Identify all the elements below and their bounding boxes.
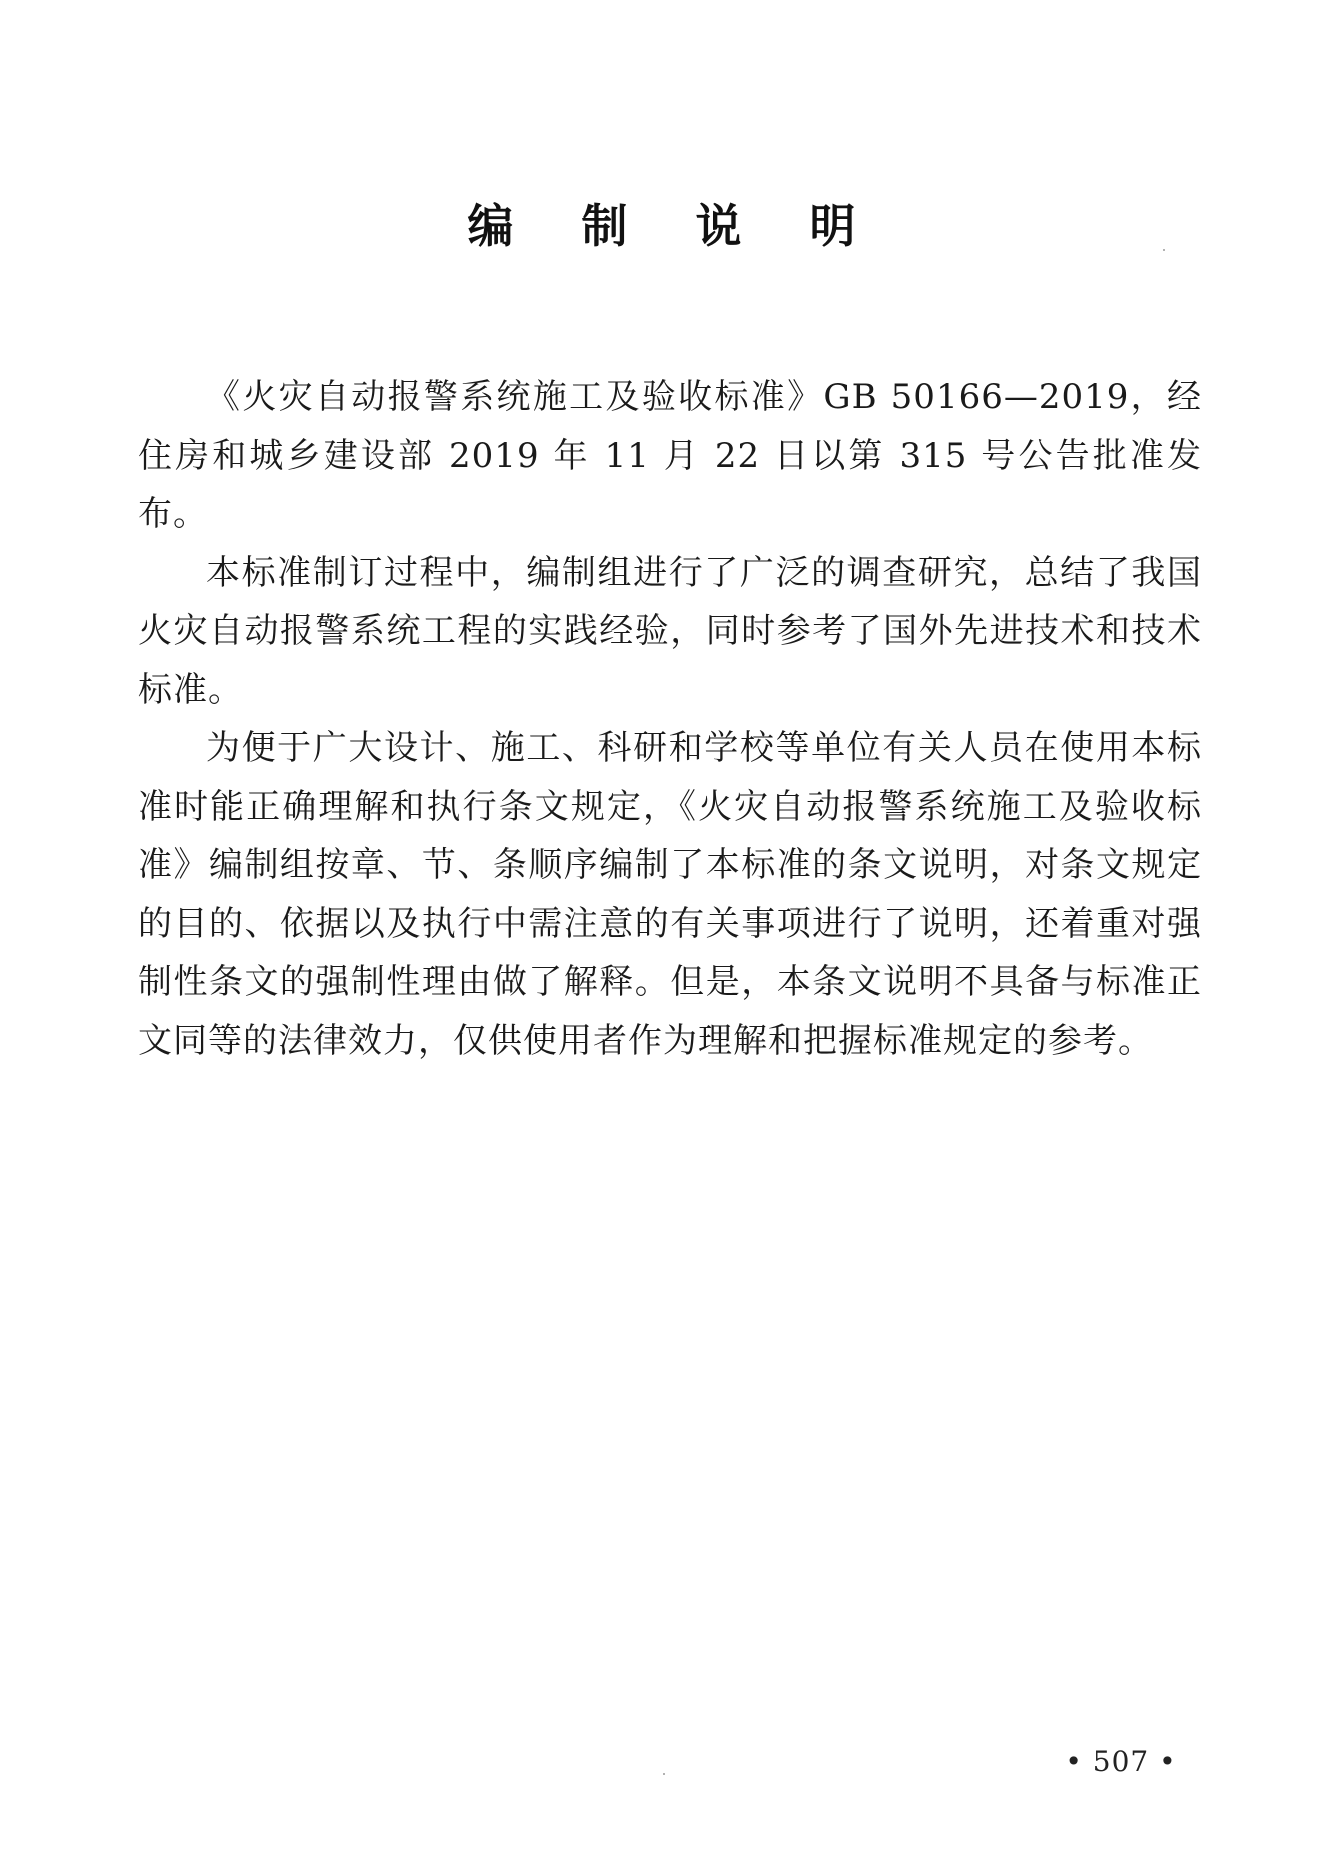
page-number: • 507 • [1065, 1745, 1177, 1778]
scan-speck [663, 1773, 665, 1775]
body-text [138, 368, 1202, 1070]
page-title: 编 制 说 明 [467, 199, 882, 253]
paragraph-explanation-purpose: 为便于广大设计、施工、科研和学校等单位有关人员在使用本标准时能正确理解和执行条文规定，《火灾自动报警系统施工及验收标准》编制组按章、节、条顺序编制了本标准的条文说明，对条文规定的目的、依据以及执行中需注意的有关事项进行了说明，还着重对强制性条文的强制性理由做了解释。但是，本条文说明不具备与标准正文同等的法律效力，仅供使用者作为理解和把握标准规定的参考。 [138, 728, 1202, 1061]
paragraph-publication: 《火灾自动报警系统施工及验收标准》GB 50166—2019，经住房和城乡建设部 2019 年 11 月 22 日以第 315 号公告批准发布。 [138, 377, 1202, 534]
scan-speck [1163, 249, 1165, 251]
paragraph-compilation-process: 本标准制订过程中，编制组进行了广泛的调查研究，总结了我国火灾自动报警系统工程的实践经验，同时参考了国外先进技术和技术标准。 [138, 552, 1202, 710]
